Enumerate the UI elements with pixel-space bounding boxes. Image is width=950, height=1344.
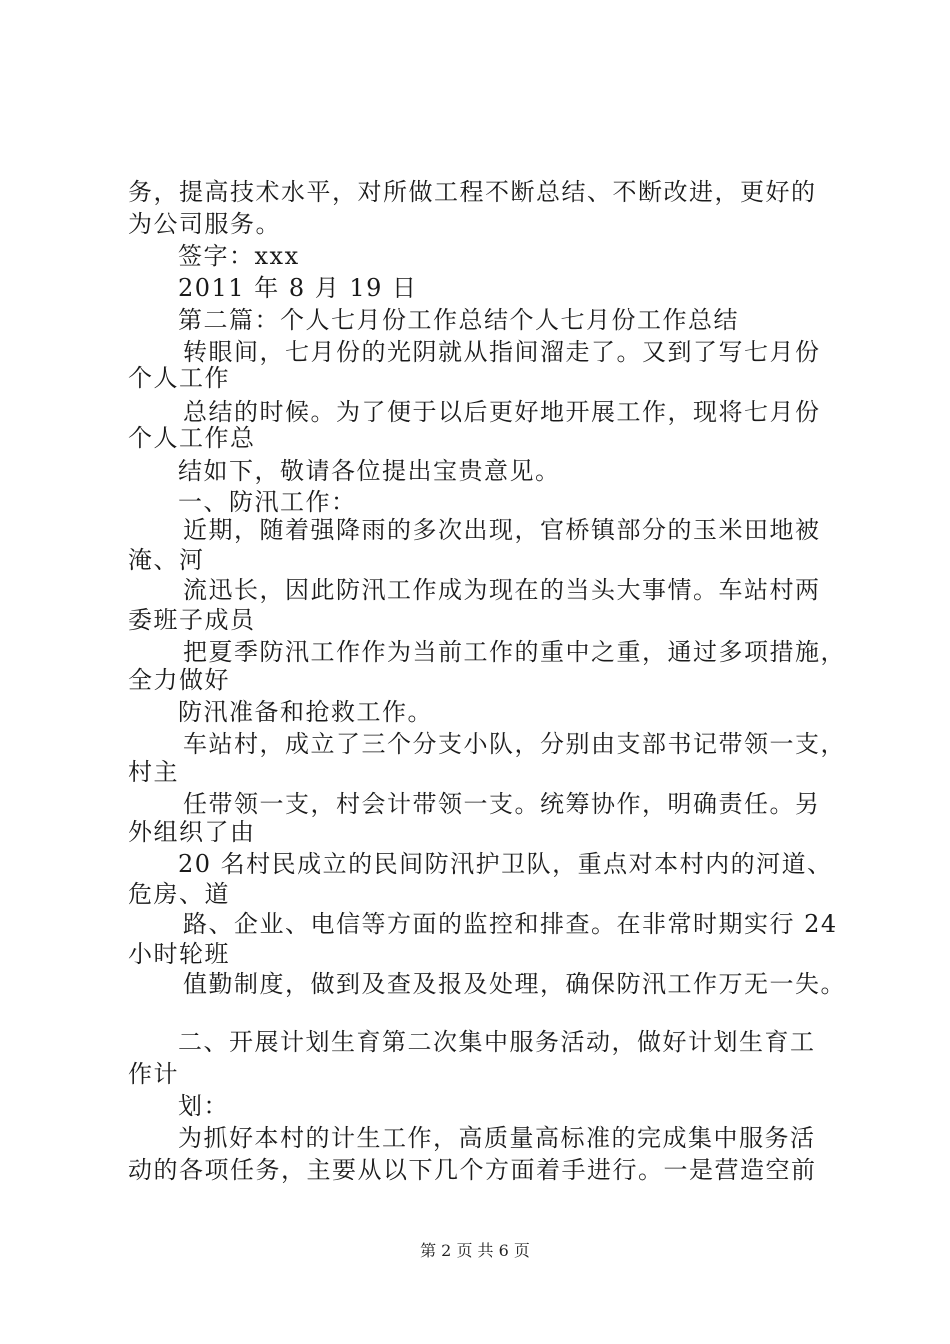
section-heading: 一、防汛工作： bbox=[178, 488, 357, 516]
text-line: 近期，随着强降雨的多次出现，官桥镇部分的玉米田地被 bbox=[183, 516, 821, 544]
text-line: 值勤制度，做到及查及报及处理，确保防汛工作万无一失。 bbox=[183, 970, 846, 998]
text-line: 村主 bbox=[128, 758, 179, 786]
page-number: 第 2 页 共 6 页 bbox=[420, 1241, 530, 1260]
text-line: 第二篇：个人七月份工作总结个人七月份工作总结 bbox=[178, 306, 739, 334]
text-line: 个人工作 bbox=[128, 364, 230, 392]
text-line: 20 名村民成立的民间防汛护卫队，重点对本村内的河道、 bbox=[178, 850, 833, 878]
text-line: 委班子成员 bbox=[128, 606, 256, 634]
text-line: 为公司服务。 bbox=[128, 210, 281, 238]
text-line: 淹、河 bbox=[128, 546, 205, 574]
text-line: 危房、道 bbox=[128, 880, 230, 908]
text-line: 路、企业、电信等方面的监控和排查。在非常时期实行 24 bbox=[183, 910, 838, 938]
text-line: 转眼间，七月份的光阴就从指间溜走了。又到了写七月份 bbox=[183, 338, 821, 366]
text-line: 小时轮班 bbox=[128, 940, 230, 968]
text-line: 流迅长，因此防汛工作成为现在的当头大事情。车站村两 bbox=[183, 576, 821, 604]
text-line: 个人工作总 bbox=[128, 424, 256, 452]
text-line: 外组织了由 bbox=[128, 818, 256, 846]
text-line: 务，提高技术水平，对所做工程不断总结、不断改进，更好的 bbox=[128, 178, 817, 206]
text-line: 防汛准备和抢救工作。 bbox=[178, 698, 433, 726]
text-line: 总结的时候。为了便于以后更好地开展工作，现将七月份 bbox=[183, 398, 821, 426]
text-line: 动的各项任务，主要从以下几个方面着手进行。一是营造空前 bbox=[128, 1156, 817, 1184]
page-footer bbox=[0, 1240, 950, 1262]
text-line: 把夏季防汛工作作为当前工作的重中之重，通过多项措施， bbox=[183, 638, 846, 666]
text-line: 为抓好本村的计生工作，高质量高标准的完成集中服务活 bbox=[178, 1124, 816, 1152]
text-line: 全力做好 bbox=[128, 666, 230, 694]
text-line: 2011 年 8 月 19 日 bbox=[178, 274, 418, 302]
text-line: 签字：xxx bbox=[178, 242, 300, 270]
section-heading: 划： bbox=[178, 1092, 229, 1120]
text-line: 任带领一支，村会计带领一支。统筹协作，明确责任。另 bbox=[183, 790, 821, 818]
text-line: 车站村，成立了三个分支小队，分别由支部书记带领一支， bbox=[183, 730, 846, 758]
section-heading: 二、开展计划生育第二次集中服务活动，做好计划生育工 bbox=[178, 1028, 816, 1056]
text-line: 结如下，敬请各位提出宝贵意见。 bbox=[178, 457, 561, 485]
section-heading: 作计 bbox=[128, 1060, 179, 1088]
